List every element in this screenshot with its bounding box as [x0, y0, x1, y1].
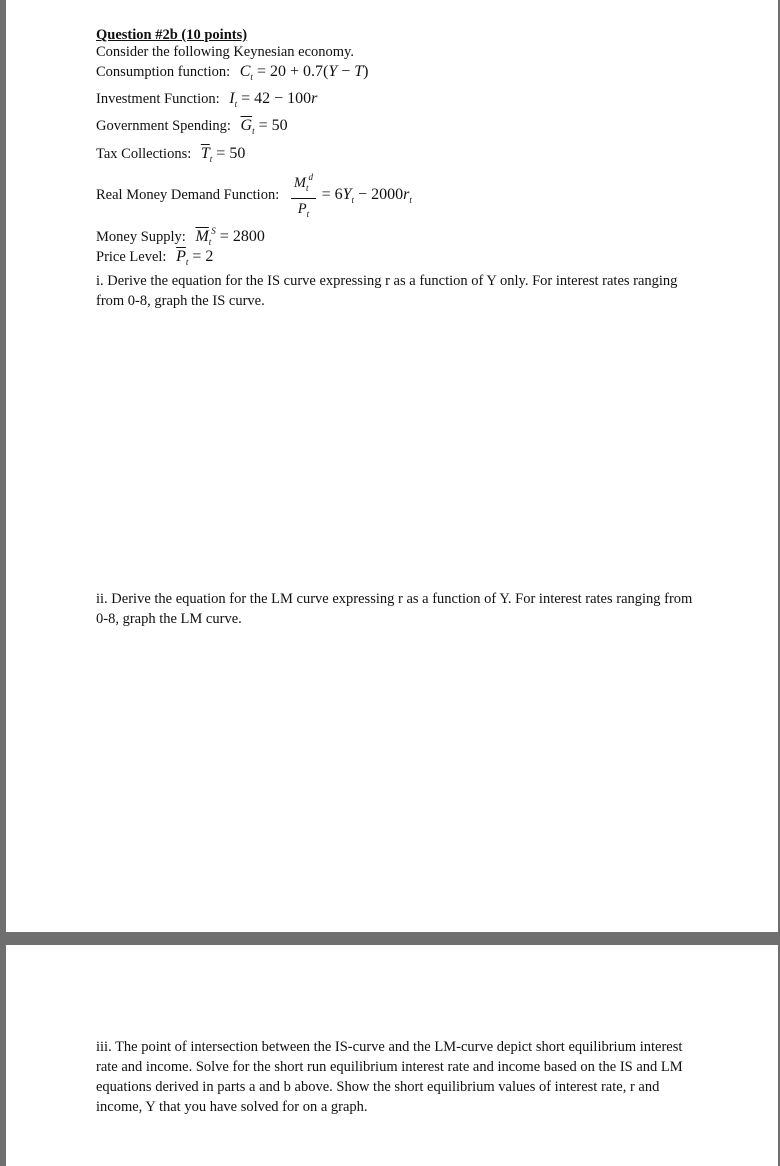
money-demand-label: Real Money Demand Function:	[96, 186, 280, 203]
money-demand-rhs: = $6Y_t - 2000r_t$	[321, 185, 412, 205]
tax-label: Tax Collections:	[96, 146, 192, 162]
consumption-equation: $C_t = 20 + 0.7(Y - T)$	[239, 63, 369, 82]
money-supply-equation: $\overline{M}_t^S = 2800$	[195, 226, 265, 247]
money-supply-value: 2800	[232, 228, 265, 245]
document-page-2	[6, 945, 778, 1166]
price-value: 2	[205, 248, 214, 265]
tax-value: 50	[229, 145, 246, 162]
money-demand-fraction: $\frac{M_t^d}{P_t}$	[291, 168, 316, 223]
government-label: Government Spending:	[96, 118, 231, 134]
real-money-demand	[96, 168, 412, 223]
tax-collections	[96, 145, 245, 168]
question-intro: Consider the following Keynesian economy.	[96, 44, 354, 60]
government-equation: $\overline{G}_t = 50$	[240, 117, 288, 136]
price-label: Price Level:	[96, 249, 167, 265]
money-supply	[96, 222, 265, 251]
part-ii-prompt: ii. Derive the equation for the LM curve expressing r as a function of Y. For interest rates ranging from 0-8, graph the LM curve.	[96, 591, 693, 627]
government-value: 50	[271, 117, 288, 134]
price-equation: $\overline{P}_t = 2$	[176, 248, 214, 267]
money-supply-label: Money Supply:	[96, 229, 186, 245]
consumption-function	[96, 63, 368, 86]
document-page-1	[6, 0, 778, 932]
question-title: Question #2b (10 points)	[96, 27, 248, 43]
investment-function	[96, 90, 317, 113]
investment-equation: $I_t = 42 - 100r$	[229, 90, 318, 109]
investment-label: Investment Function:	[96, 91, 220, 107]
part-iii-prompt: iii. The point of intersection between the IS-curve and the LM-curve depict short equilibrium interest rate and income. Solve for the short run equilibrium interest rate and income based on the IS and LM equations derived in parts a and b above. Show the short equilibrium values of interest rate, r and income, Y that you have solved for on a graph.	[96, 1039, 683, 1115]
part-i-prompt: i. Derive the equation for the IS curve expressing r as a function of Y only. For interest rates ranging from 0-8, graph the IS curve.	[96, 273, 678, 309]
government-spending	[96, 117, 288, 140]
consumption-label: Consumption function:	[96, 64, 231, 80]
price-level	[96, 248, 213, 271]
tax-equation: $\overline{T}_t = 50$	[200, 145, 246, 164]
